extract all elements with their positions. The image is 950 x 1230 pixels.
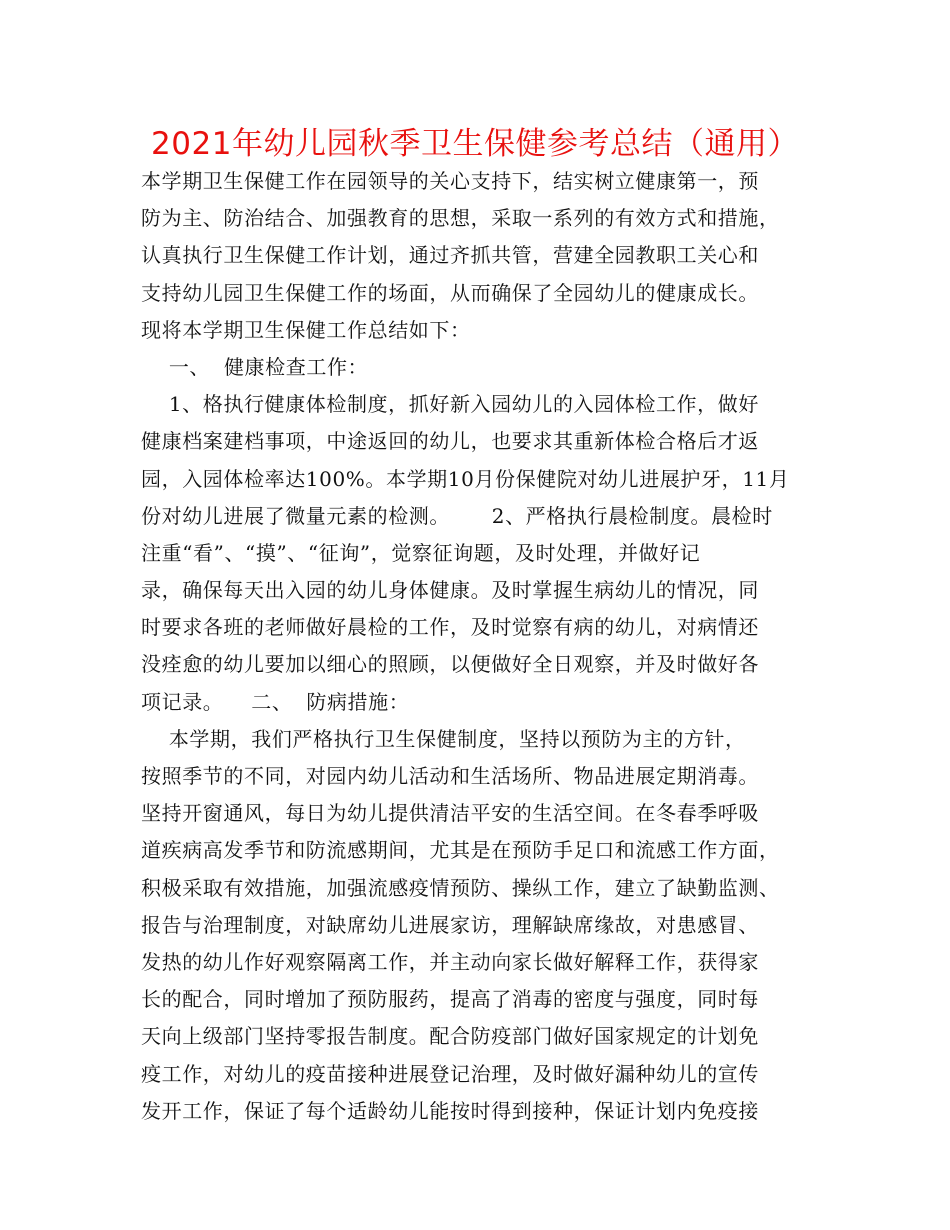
paragraph-line: 项记录。 二、 防病措施：	[141, 689, 410, 714]
section-heading: 一、 健康检查工作：	[141, 354, 369, 379]
paragraph-line: 注重“看”、“摸”、“征询”，觉察征询题，及时处理，并做好记	[141, 540, 701, 565]
paragraph-line: 认真执行卫生保健工作计划，通过齐抓共管，营建全园教职工关心和	[141, 243, 759, 268]
paragraph-line: 防为主、防治结合、加强教育的思想，采取一系列的有效方式和措施，	[141, 206, 780, 231]
paragraph-line: 积极采取有效措施，加强流感疫情预防、操纵工作，建立了缺勤监测、	[141, 875, 780, 900]
paragraph-line: 坚持开窗通风，每日为幼儿提供清洁平安的生活空间。在冬春季呼吸	[141, 801, 759, 826]
paragraph-line: 没痊愈的幼儿要加以细心的照顾，以便做好全日观察，并及时做好各	[141, 652, 759, 677]
paragraph-line: 天向上级部门坚持零报告制度。配合防疫部门做好国家规定的计划免	[141, 1024, 759, 1049]
paragraph-line: 份对幼儿进展了微量元素的检测。 2、严格执行晨检制度。晨检时	[141, 503, 773, 528]
paragraph-line: 健康档案建档事项，中途返回的幼儿，也要求其重新体检合格后才返	[141, 429, 759, 454]
document-body	[141, 163, 831, 1130]
paragraph-line: 录，确保每天出入园的幼儿身体健康。及时掌握生病幼儿的情况，同	[141, 578, 759, 603]
paragraph-line: 本学期卫生保健工作在园领导的关心支持下，结实树立健康第一，预	[141, 169, 759, 193]
paragraph-line: 发热的幼儿作好观察隔离工作，并主动向家长做好解释工作，获得家	[141, 949, 759, 974]
paragraph-line: 时要求各班的老师做好晨检的工作，及时觉察有病的幼儿，对病情还	[141, 615, 759, 640]
paragraph-line: 道疾病高发季节和防流感期间，尤其是在预防手足口和流感工作方面，	[141, 838, 780, 863]
paragraph-line: 疫工作，对幼儿的疫苗接种进展登记治理，及时做好漏种幼儿的宣传	[141, 1061, 759, 1086]
document-title: 2021年幼儿园秋季卫生保健参考总结（通用）	[151, 126, 799, 162]
paragraph-line: 园，入园体检率达100%。本学期10月份保健院对幼儿进展护牙，11月	[141, 466, 790, 491]
paragraph-line: 长的配合，同时增加了预防服药，提高了消毒的密度与强度，同时每	[141, 987, 759, 1012]
paragraph-line: 报告与治理制度，对缺席幼儿进展家访，理解缺席缘故，对患感冒、	[141, 912, 759, 937]
paragraph-line: 按照季节的不同，对园内幼儿活动和生活场所、物品进展定期消毒。	[141, 764, 759, 788]
paragraph-line: 支持幼儿园卫生保健工作的场面，从而确保了全园幼儿的健康成长。	[141, 280, 759, 305]
paragraph-line: 现将本学期卫生保健工作总结如下：	[141, 317, 471, 342]
paragraph-line: 发开工作，保证了每个适龄幼儿能按时得到接种，保证计划内免疫接	[141, 1098, 759, 1123]
paragraph-line: 本学期，我们严格执行卫生保健制度，坚持以预防为主的方针，	[141, 726, 746, 751]
paragraph-line: 1、格执行健康体检制度，抓好新入园幼儿的入园体检工作，做好	[141, 392, 759, 417]
